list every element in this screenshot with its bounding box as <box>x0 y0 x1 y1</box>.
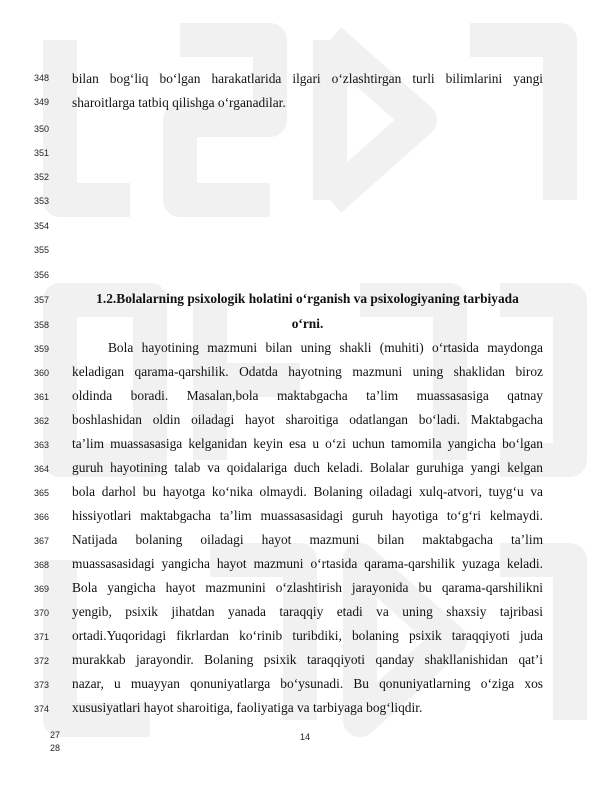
line-number: 370 <box>34 608 50 618</box>
line-number: 371 <box>34 632 50 642</box>
line-number: 374 <box>34 704 50 714</box>
section-heading-continued: o‘rni. <box>291 316 324 331</box>
line-number: 362 <box>34 416 50 426</box>
line-number: 351 <box>34 148 50 158</box>
text-line: keladigan qarama-qarshilik. Odatda hayotning mazmuni uning shaklidan biroz <box>72 364 543 379</box>
line-number: 372 <box>34 656 50 666</box>
text-line: ta’lim muassasasiga kelganidan keyin esa u o‘zi uchun tamomila yangicha bo‘lgan <box>72 436 543 451</box>
text-line: oldinda boradi. Masalan,bola maktabgacha ta’lim muassasasiga qatnay <box>72 388 543 403</box>
text-line: xususiyatlari hayot sharoitiga, faoliyatiga va tarbiyaga bog‘liqdir. <box>72 700 423 715</box>
line-number: 366 <box>34 512 50 522</box>
text-line: bilan bog‘liq bo‘lgan harakatlarida ilgari o‘zlashtirgan turli bilimlarini yangi <box>72 71 543 86</box>
line-number: 361 <box>34 392 50 402</box>
section-heading: 1.2.Bolalarning psixologik holatini o‘rganish va psixologiyaning tarbiyada <box>96 291 519 306</box>
line-number: 373 <box>34 680 50 690</box>
text-line: boshlashidan oldin oiladagi hayot sharoitiga odatlangan bo‘ladi. Maktabgacha <box>72 412 543 427</box>
line-number: 364 <box>34 464 50 474</box>
text-line: hissiyotlari maktabgacha ta’lim muassasasidagi guruh hayotiga to‘g‘ri kelmaydi. <box>72 508 543 523</box>
line-number: 356 <box>34 270 50 280</box>
line-number: 360 <box>34 368 50 378</box>
text-line: guruh hayotining talab va qoidalariga duch keladi. Bolalar guruhiga yangi kelgan <box>72 460 543 475</box>
text-line: muassasasidagi yangicha hayot mazmuni o‘rtasida qarama-qarshilik yuzaga keladi. <box>72 556 543 571</box>
line-number: 369 <box>34 584 50 594</box>
line-number: 363 <box>34 440 50 450</box>
text-line: sharoitlarga tatbiq qilishga o‘rganadilar. <box>72 95 286 110</box>
line-number: 350 <box>34 124 50 134</box>
line-number: 358 <box>34 320 50 330</box>
line-number: 365 <box>34 488 50 498</box>
text-line: nazar, u muayyan qonuniyatlarga bo‘ysunadi. Bu qonuniyatlarning o‘ziga xos <box>72 676 543 691</box>
line-number: 353 <box>34 196 50 206</box>
line-number: 348 <box>34 73 50 83</box>
line-number: 359 <box>34 344 50 354</box>
line-number: 368 <box>34 560 50 570</box>
text-line: Bola yangicha hayot mazmunini o‘zlashtirish jarayonida bu qarama-qarshilikni <box>72 580 543 595</box>
line-number: 349 <box>34 97 50 107</box>
line-number: 367 <box>34 536 50 546</box>
footer-line-number: 28 <box>49 743 60 753</box>
footer-line-number: 27 <box>49 730 60 740</box>
text-line: bola darhol bu hayotga ko‘nika olmaydi. Bolaning oiladagi xulq-atvori, tuyg‘u va <box>72 484 543 499</box>
line-number: 354 <box>34 221 50 231</box>
line-number: 357 <box>34 295 50 305</box>
text-line: Natijada bolaning oiladagi hayot mazmuni bilan maktabgacha ta’lim <box>72 532 543 547</box>
line-number: 355 <box>34 245 50 255</box>
line-number: 352 <box>34 172 50 182</box>
text-line: ortadi.Yuqoridagi fikrlardan ko‘rinib turibdiki, bolaning psixik taraqqiyoti juda <box>72 628 543 643</box>
page-number: 14 <box>299 732 310 742</box>
text-line: yengib, psixik jihatdan yanada taraqqiy etadi va uning shaxsiy tajribasi <box>72 604 543 619</box>
text-line: Bola hayotining mazmuni bilan uning shakli (muhiti) o‘rtasida maydonga <box>108 340 543 355</box>
text-line: murakkab jarayondir. Bolaning psixik taraqqiyoti qanday shakllanishidan qat’i <box>72 652 543 667</box>
